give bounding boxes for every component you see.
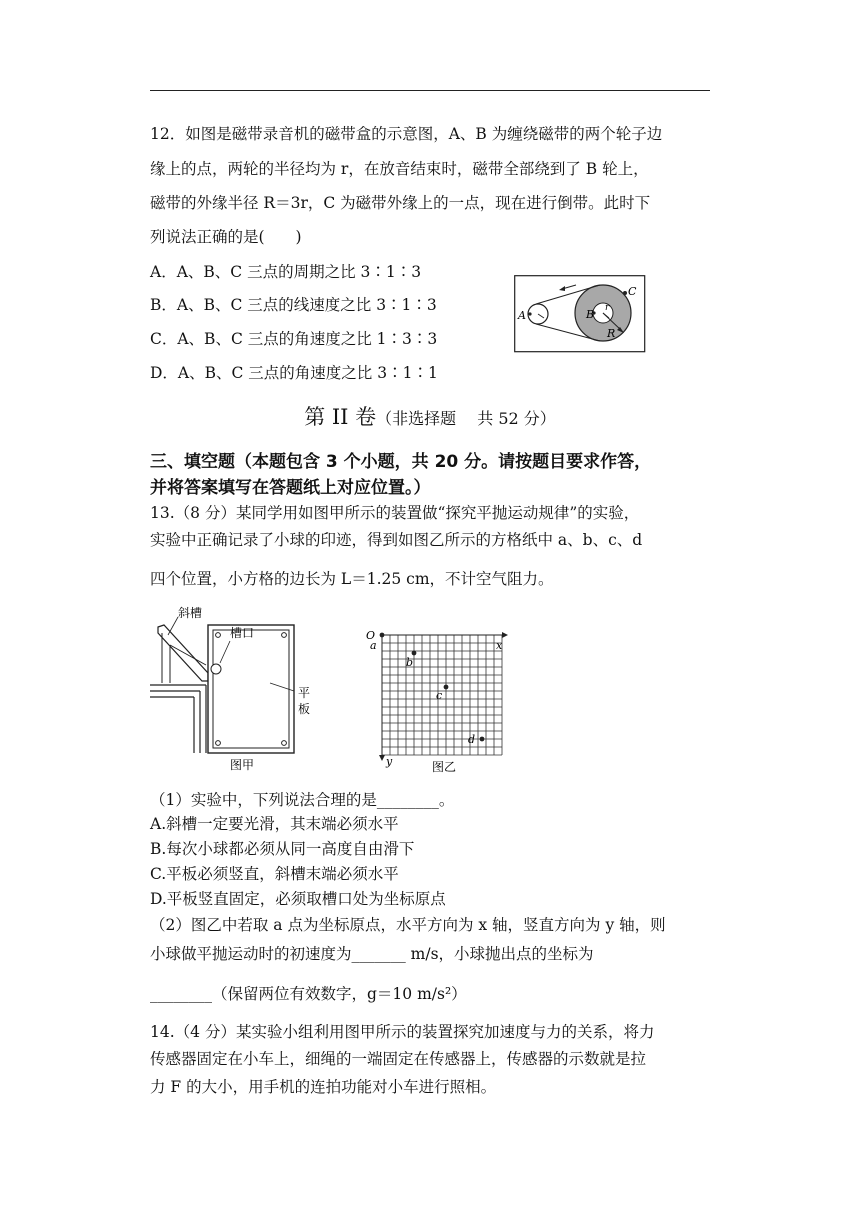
label-r-small: r [605, 303, 610, 313]
outlet-label: 槽口 [230, 626, 255, 640]
q13-sub2-line-1: （2）图乙中若取 a 点为坐标原点，水平方向为 x 轴，竖直方向为 y 轴，则 [150, 916, 666, 934]
point-c-label: c [436, 689, 443, 702]
q13-sub1: （1）实验中，下列说法合理的是________。 [150, 791, 455, 809]
board-label-1: 平 [298, 686, 311, 700]
board-label-2: 板 [298, 702, 311, 716]
fig-b-caption: 图乙 [432, 760, 457, 774]
q12-line-2: 缘上的点，两轮的半径均为 r，在放音结束时，磁带全部绕到了 B 轮上， [150, 160, 649, 178]
origin-label: O [366, 629, 376, 642]
header-rule [150, 90, 710, 91]
q12-option-c: C．A、B、C 三点的角速度之比 1∶3∶3 [150, 330, 438, 348]
q13-line-3: 四个位置，小方格的边长为 L＝1.25 cm，不计空气阻力。 [150, 570, 554, 588]
part-two-heading [0, 401, 860, 431]
tape-cassette-figure [514, 275, 646, 357]
label-a: A [518, 309, 526, 322]
q13-line-2: 实验中正确记录了小球的印迹，得到如图乙所示的方格纸中 a、b、c、d [150, 531, 643, 549]
q13-line-1: 13.（8 分）某同学用如图甲所示的装置做“探究平抛运动规律”的实验， [150, 504, 640, 522]
q13-sub1-option-a: A.斜槽一定要光滑，其末端必须水平 [150, 815, 399, 833]
q13-sub1-option-d: D.平板竖直固定，必须取槽口处为坐标原点 [150, 890, 446, 908]
q12-option-a: A．A、B、C 三点的周期之比 3∶1∶3 [150, 263, 422, 281]
q14-line-1: 14.（4 分）某实验小组利用图甲所示的装置探究加速度与力的关系，将力 [150, 1023, 655, 1041]
point-d-label: d [468, 733, 476, 746]
q13-sub1-option-c: C.平板必须竖直，斜槽末端必须水平 [150, 865, 399, 883]
label-b: B [586, 308, 595, 321]
grid-figure [362, 625, 512, 779]
q12-line-3: 磁带的外缘半径 R＝3r，C 为磁带外缘上的一点，现在进行倒带。此时下 [150, 194, 651, 212]
x-axis-label: x [496, 639, 503, 652]
q12-line-1: 12．如图是磁带录音机的磁带盒的示意图，A、B 为缠绕磁带的两个轮子边 [150, 125, 663, 143]
section-three-line-1: 三、填空题（本题包含 3 个小题，共 20 分。请按题目要求作答， [150, 452, 652, 472]
q14-line-2: 传感器固定在小车上，细绳的一端固定在传感器上，传感器的示数就是拉 [150, 1050, 647, 1068]
q13-sub2-line-2: 小球做平抛运动时的初速度为_______ m/s，小球抛出点的坐标为 [150, 945, 594, 963]
label-r-large: R [607, 327, 616, 340]
y-axis-label: y [386, 755, 393, 768]
label-c: C [628, 285, 637, 298]
q13-sub2-line-3: ________（保留两位有效数字，g＝10 m/s²） [150, 985, 467, 1003]
q12-option-d: D．A、B、C 三点的角速度之比 3∶1∶1 [150, 364, 438, 382]
point-a-label: a [370, 639, 377, 652]
fig-a-caption: 图甲 [230, 758, 255, 772]
q12-option-b: B．A、B、C 三点的线速度之比 3∶1∶3 [150, 296, 437, 314]
q12-line-4: 列说法正确的是( ) [150, 228, 302, 246]
chute-label: 斜槽 [178, 606, 203, 620]
part-two-subtitle: （非选择题 共 52 分） [376, 409, 556, 428]
part-two-title: 第 II 卷 [304, 405, 377, 429]
q13-sub1-option-b: B.每次小球都必须从同一高度自由滑下 [150, 840, 415, 858]
q14-line-3: 力 F 的大小，用手机的连拍功能对小车进行照相。 [150, 1078, 497, 1096]
apparatus-figure [148, 605, 323, 779]
section-three-line-2: 并将答案填写在答题纸上对应位置。） [150, 478, 431, 498]
point-b-label: b [406, 656, 414, 669]
